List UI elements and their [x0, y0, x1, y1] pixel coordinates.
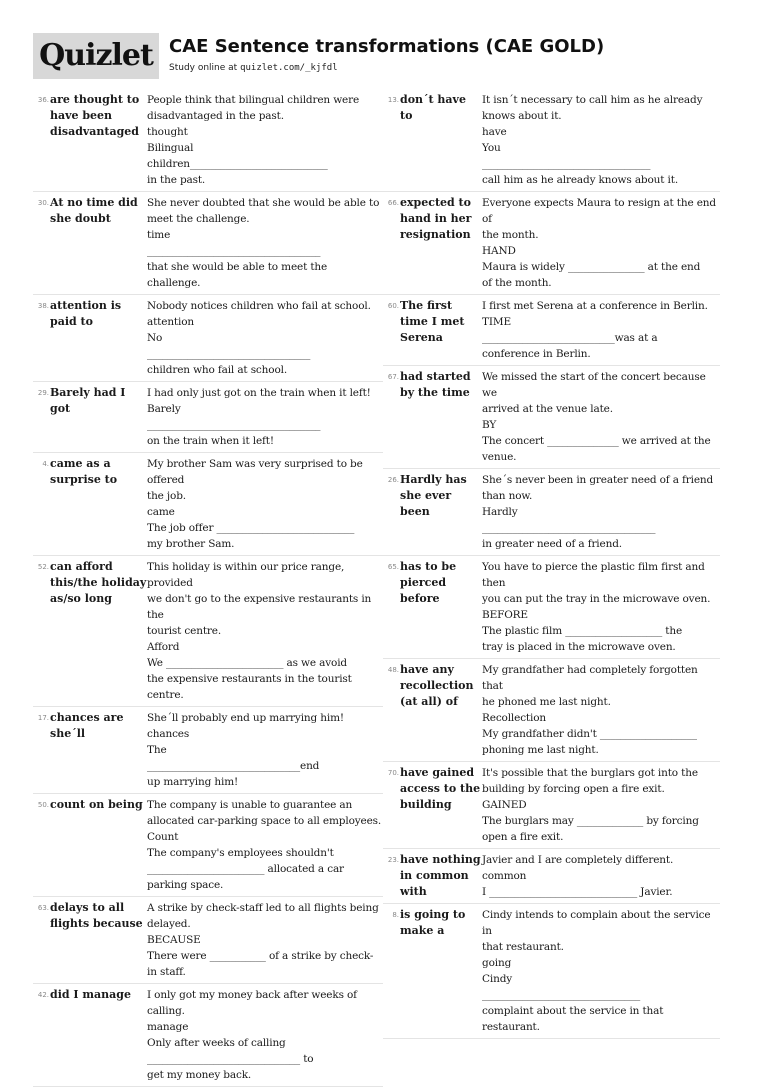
- definition-line: my brother Sam.: [147, 538, 235, 550]
- definition-line: A strike by check-staff led to all flights being: [147, 902, 379, 914]
- flashcard: [383, 366, 720, 469]
- definition-line: get my money back.: [147, 1069, 252, 1081]
- study-online-line: [169, 63, 338, 73]
- definition-line: __________________________________: [147, 245, 321, 257]
- definition-line: The plastic film ___________________ the: [482, 625, 683, 637]
- card-definition: [147, 710, 383, 790]
- card-definition: [482, 472, 720, 552]
- definition-line: calling.: [147, 1005, 185, 1017]
- definition-line: __________________________________: [482, 522, 656, 534]
- card-definition: [147, 385, 383, 449]
- card-number: 8.: [392, 911, 399, 919]
- quizlet-logo[interactable]: Quizlet: [33, 33, 159, 79]
- definition-line: Recollection: [482, 712, 546, 724]
- definition-line: People think that bilingual children were: [147, 94, 360, 106]
- definition-line: No: [147, 332, 163, 344]
- definition-line: Bilingual: [147, 142, 194, 154]
- card-term: chances are she´ll: [50, 711, 124, 740]
- definition-line: Maura is widely _______________ at the end: [482, 261, 701, 273]
- definition-line: Everyone expects Maura to resign at the end of: [482, 197, 720, 225]
- definition-line: up marrying him!: [147, 776, 239, 788]
- card-definition: [147, 195, 383, 291]
- page-title: CAE Sentence transformations (CAE GOLD): [169, 36, 605, 57]
- definition-line: allocated car-parking space to all employees.: [147, 815, 382, 827]
- definition-line: Barely: [147, 403, 181, 415]
- page-header: [33, 33, 753, 79]
- definition-line: than now.: [482, 490, 533, 502]
- card-definition: [147, 298, 383, 378]
- flashcard: [383, 89, 720, 192]
- definition-line: came: [147, 506, 175, 518]
- card-term: attention is paid to: [50, 299, 122, 328]
- definition-line: GAINED: [482, 799, 527, 811]
- card-number: 36.: [37, 96, 49, 104]
- card-definition: [482, 92, 720, 188]
- definition-line: She´s never been in greater need of a friend: [482, 474, 714, 486]
- definition-line: we don't go to the expensive restaurants in the: [147, 593, 375, 621]
- definition-line: Count: [147, 831, 179, 843]
- definition-line: TIME: [482, 316, 511, 328]
- card-term: have nothing in common with: [400, 853, 481, 898]
- left-column: [33, 89, 383, 1087]
- card-term: The first time I met Serena: [400, 299, 465, 344]
- definition-line: _______________________ allocated a car: [147, 863, 344, 875]
- card-term: count on being: [50, 798, 143, 811]
- card-definition: [147, 92, 383, 188]
- card-number: 70.: [387, 769, 399, 777]
- definition-line: I first met Serena at a conference in Berlin.: [482, 300, 708, 312]
- definition-line: BY: [482, 419, 497, 431]
- card-definition: [482, 559, 720, 655]
- card-definition: [147, 987, 383, 1083]
- definition-line: The job offer ___________________________: [147, 522, 355, 534]
- definition-line: _______________________________: [482, 989, 641, 1001]
- flashcard: [383, 659, 720, 762]
- card-term: have gained access to the building: [400, 766, 481, 811]
- flashcard: [383, 295, 720, 366]
- study-label: Study online at: [169, 63, 238, 73]
- right-column: [383, 89, 720, 1039]
- definition-line: thought: [147, 126, 188, 138]
- card-term: Hardly has she ever been: [400, 473, 467, 518]
- definition-line: Cindy: [482, 973, 513, 985]
- definition-line: The burglars may _____________ by forcing: [482, 815, 699, 827]
- flashcard: [33, 794, 383, 897]
- definition-line: manage: [147, 1021, 189, 1033]
- card-number: 29.: [37, 389, 49, 397]
- card-term: came as a surprise to: [50, 457, 118, 486]
- definition-line: that she would be able to meet the challenge.: [147, 261, 331, 289]
- card-definition: [482, 369, 720, 465]
- card-number: 4.: [42, 460, 49, 468]
- definition-line: This holiday is within our price range, provided: [147, 561, 348, 589]
- definition-line: Hardly: [482, 506, 518, 518]
- card-term: are thought to have been disadvantaged: [50, 93, 140, 138]
- card-term: had started by the time: [400, 370, 471, 399]
- definition-line: he phoned me last night.: [482, 696, 611, 708]
- definition-line: My grandfather didn't ___________________: [482, 728, 697, 740]
- card-number: 60.: [387, 302, 399, 310]
- flashcard: [33, 89, 383, 192]
- card-term: is going to make a: [400, 908, 466, 937]
- flashcard: [33, 295, 383, 382]
- definition-line: tray is placed in the microwave oven.: [482, 641, 676, 653]
- definition-line: The company is unable to guarantee an: [147, 799, 353, 811]
- definition-line: complaint about the service in that restaurant.: [482, 1005, 667, 1033]
- card-term: expected to hand in her resignation: [400, 196, 472, 241]
- definition-line: conference in Berlin.: [482, 348, 591, 360]
- definition-line: delayed.: [147, 918, 191, 930]
- definition-line: call him as he already knows about it.: [482, 174, 679, 186]
- flashcard: [33, 897, 383, 984]
- definition-line: on the train when it left!: [147, 435, 274, 447]
- card-definition: [482, 195, 720, 291]
- definition-line: arrived at the venue late.: [482, 403, 613, 415]
- card-definition: [482, 765, 720, 845]
- flashcard: [383, 904, 720, 1039]
- card-number: 50.: [37, 801, 49, 809]
- flashcard: [383, 849, 720, 904]
- card-number: 67.: [387, 373, 399, 381]
- definition-line: Nobody notices children who fail at school.: [147, 300, 371, 312]
- definition-line: BECAUSE: [147, 934, 201, 946]
- card-number: 48.: [387, 666, 399, 674]
- card-definition: [482, 298, 720, 362]
- card-term: At no time did she doubt: [50, 196, 138, 225]
- definition-line: parking space.: [147, 879, 224, 891]
- definition-line: The: [147, 744, 167, 756]
- definition-line: going: [482, 957, 512, 969]
- definition-line: you can put the tray in the microwave oven.: [482, 593, 711, 605]
- flashcard: [383, 192, 720, 295]
- card-term: have any recollection (at all) of: [400, 663, 474, 708]
- card-number: 42.: [37, 991, 49, 999]
- definition-line: open a fire exit.: [482, 831, 564, 843]
- card-definition: [147, 559, 383, 703]
- definition-line: ________________________________: [147, 348, 311, 360]
- definition-line: children___________________________: [147, 158, 328, 170]
- definition-line: I only got my money back after weeks of: [147, 989, 357, 1001]
- definition-line: She never doubted that she would be able to: [147, 197, 380, 209]
- definition-line: My brother Sam was very surprised to be offered: [147, 458, 366, 486]
- definition-line: The company's employees shouldn't: [147, 847, 334, 859]
- definition-line: Afford: [147, 641, 180, 653]
- definition-line: ______________________________ to: [147, 1053, 314, 1065]
- definition-line: children who fail at school.: [147, 364, 288, 376]
- definition-line: It isn´t necessary to call him as he already: [482, 94, 703, 106]
- flashcard: [383, 469, 720, 556]
- definition-line: Javier and I are completely different.: [482, 854, 674, 866]
- definition-line: in staff.: [147, 966, 186, 978]
- card-number: 30.: [37, 199, 49, 207]
- definition-line: My grandfather had completely forgotten that: [482, 664, 701, 692]
- definition-line: time: [147, 229, 171, 241]
- card-term: can afford this/the holiday as/so long: [50, 560, 147, 605]
- definition-line: the month.: [482, 229, 539, 241]
- card-term: don´t have to: [400, 93, 466, 122]
- card-number: 52.: [37, 563, 49, 571]
- definition-line: phoning me last night.: [482, 744, 599, 756]
- flashcard: [33, 382, 383, 453]
- definition-line: We missed the start of the concert because we: [482, 371, 709, 399]
- flashcard: [383, 762, 720, 849]
- definition-line: You: [482, 142, 501, 154]
- card-number: 13.: [387, 96, 399, 104]
- definition-line: venue.: [482, 451, 517, 463]
- definition-line: __________________________________: [147, 419, 321, 431]
- definition-line: ______________________________end: [147, 760, 320, 772]
- definition-line: I _____________________________ Javier.: [482, 886, 673, 898]
- definition-line: in greater need of a friend.: [482, 538, 622, 550]
- definition-line: common: [482, 870, 527, 882]
- definition-line: She´ll probably end up marrying him!: [147, 712, 344, 724]
- definition-line: have: [482, 126, 507, 138]
- definition-line: the expensive restaurants in the tourist centre.: [147, 673, 355, 701]
- flashcard: [33, 707, 383, 794]
- flashcard: [33, 984, 383, 1087]
- definition-line: in the past.: [147, 174, 206, 186]
- flashcard: [33, 453, 383, 556]
- definition-line: attention: [147, 316, 194, 328]
- card-definition: [482, 907, 720, 1035]
- definition-line: meet the challenge.: [147, 213, 250, 225]
- definition-line: BEFORE: [482, 609, 528, 621]
- card-number: 26.: [387, 476, 399, 484]
- card-definition: [147, 900, 383, 980]
- definition-line: The concert ______________ we arrived at the: [482, 435, 711, 447]
- card-number: 63.: [37, 904, 49, 912]
- card-definition: [147, 456, 383, 552]
- card-number: 38.: [37, 302, 49, 310]
- definition-line: There were ___________ of a strike by check-: [147, 950, 374, 962]
- flashcard: [33, 556, 383, 707]
- flashcard: [383, 556, 720, 659]
- definition-line: Cindy intends to complain about the service in: [482, 909, 714, 937]
- definition-line: We _______________________ as we avoid: [147, 657, 347, 669]
- flashcard: [33, 192, 383, 295]
- definition-line: disadvantaged in the past.: [147, 110, 284, 122]
- definition-line: the job.: [147, 490, 186, 502]
- card-term: did I manage: [50, 988, 131, 1001]
- card-term: delays to all flights because: [50, 901, 143, 930]
- definition-line: HAND: [482, 245, 516, 257]
- definition-line: Only after weeks of calling: [147, 1037, 286, 1049]
- card-definition: [482, 852, 720, 900]
- definition-line: _________________________________: [482, 158, 651, 170]
- card-number: 66.: [387, 199, 399, 207]
- definition-line: You have to pierce the plastic film first and then: [482, 561, 708, 589]
- definition-line: tourist centre.: [147, 625, 222, 637]
- definition-line: It's possible that the burglars got into the: [482, 767, 698, 779]
- definition-line: building by forcing open a fire exit.: [482, 783, 665, 795]
- definition-line: I had only just got on the train when it left!: [147, 387, 371, 399]
- definition-line: that restaurant.: [482, 941, 564, 953]
- card-definition: [482, 662, 720, 758]
- definition-line: chances: [147, 728, 190, 740]
- card-number: 65.: [387, 563, 399, 571]
- card-number: 17.: [37, 714, 49, 722]
- card-number: 23.: [387, 856, 399, 864]
- card-term: Barely had I got: [50, 386, 126, 415]
- definition-line: __________________________was at a: [482, 332, 658, 344]
- definition-line: of the month.: [482, 277, 552, 289]
- card-term: has to be pierced before: [400, 560, 457, 605]
- definition-line: knows about it.: [482, 110, 562, 122]
- card-definition: [147, 797, 383, 893]
- study-url-link[interactable]: quizlet.com/_kjfdl: [240, 63, 338, 73]
